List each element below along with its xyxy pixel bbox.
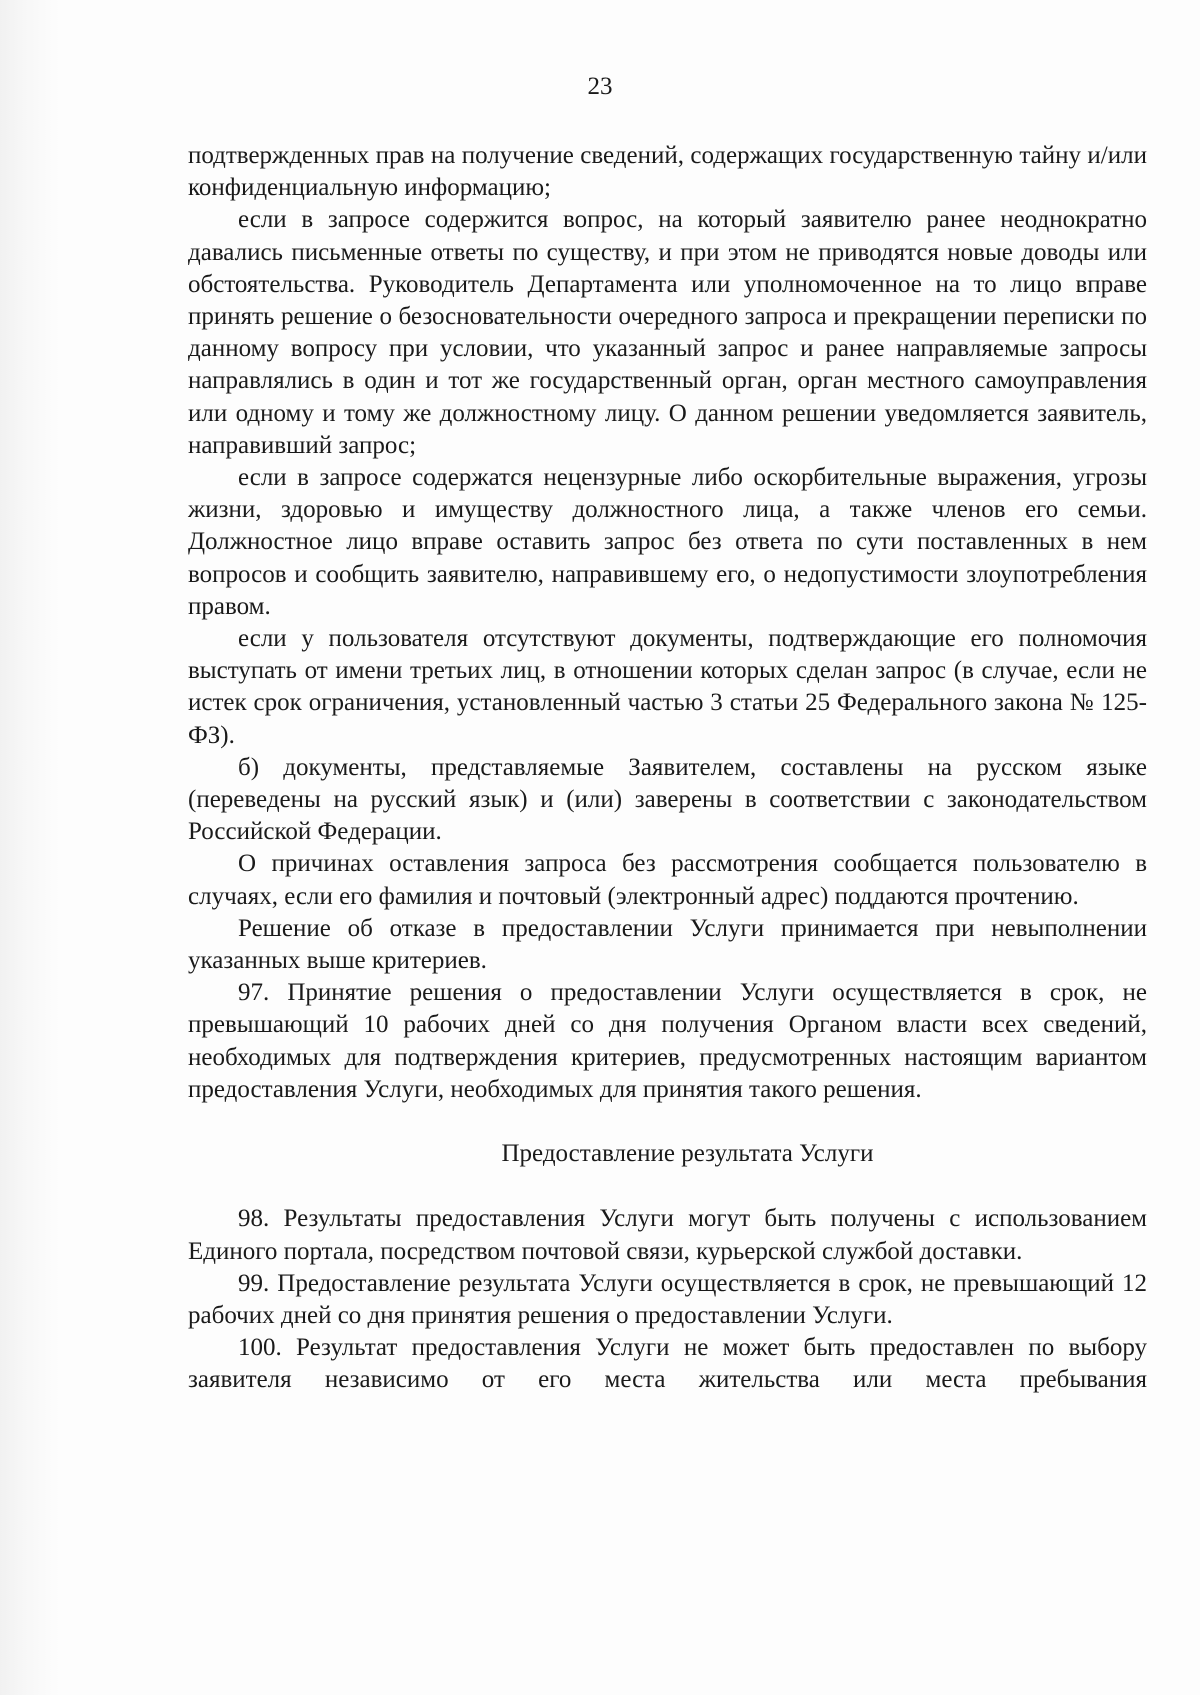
- paragraph: если у пользователя отсутствуют документы, подтверждающие его полномочия выступать от имени третьих лиц, в отношении которых сделан запрос (в случае, если не истек срок ограничения, установленный частью 3 статьи 25 Федерального закона № 125-ФЗ).: [188, 625, 1147, 749]
- scan-edge-shadow: [0, 0, 60, 1695]
- paragraph: подтвержденных прав на получение сведений, содержащих государственную тайну и/или конфиденциальную информацию;: [188, 142, 1147, 202]
- document-body: [188, 140, 1147, 1397]
- paragraph: если в запросе содержится вопрос, на который заявителю ранее неоднократно давались письменные ответы по существу, и при этом не приводятся новые доводы или обстоятельства. Руководитель Департамента или уполномоченное на то лицо вправе принять решение о безосновательности очередного запроса и прекращении переписки по данному вопросу при условии, что указанный запрос и ранее направляемые запросы направлялись в один и тот же государственный орган, орган местного самоуправления или одному и тому же должностному лицу. О данном решении уведомляется заявитель, направивший запрос;: [188, 206, 1147, 459]
- paragraph: б) документы, представляемые Заявителем, составлены на русском языке (переведены на русский язык) и (или) заверены в соответствии с законодательством Российской Федерации.: [188, 753, 1147, 846]
- paragraph: 98. Результаты предоставления Услуги могут быть получены с использованием Единого портала, посредством почтовой связи, курьерской службой доставки.: [188, 1205, 1147, 1265]
- paragraph: 100. Результат предоставления Услуги не может быть предоставлен по выбору заявителя независимо от его места жительства или места пребывания: [188, 1334, 1147, 1394]
- paragraph: 99. Предоставление результата Услуги осуществляется в срок, не превышающий 12 рабочих дней со дня принятия решения о предоставлении Услуги.: [188, 1269, 1147, 1329]
- page-number: 23: [587, 73, 613, 100]
- paragraph: Решение об отказе в предоставлении Услуги принимается при невыполнении указанных выше критериев.: [188, 914, 1147, 975]
- section-heading: Предоставление результата Услуги: [501, 1140, 874, 1168]
- paragraph: 97. Принятие решения о предоставлении Услуги осуществляется в срок, не превышающий 10 рабочих дней со дня получения Органом власти всех сведений, необходимых для подтверждения критериев, предусмотренных настоящим вариантом предоставления Услуги, необходимых для принятия такого решения.: [188, 979, 1147, 1103]
- paragraph: О причинах оставления запроса без рассмотрения сообщается пользователю в случаях, если его фамилия и почтовый (электронный адрес) поддаются прочтению.: [188, 850, 1147, 910]
- paragraph: если в запросе содержатся нецензурные либо оскорбительные выражения, угрозы жизни, здоровью и имуществу должностного лица, а также членов его семьи. Должностное лицо вправе оставить запрос без ответа по сути поставленных в нем вопросов и сообщить заявителю, направившему его, о недопустимости злоупотребления правом.: [188, 464, 1147, 620]
